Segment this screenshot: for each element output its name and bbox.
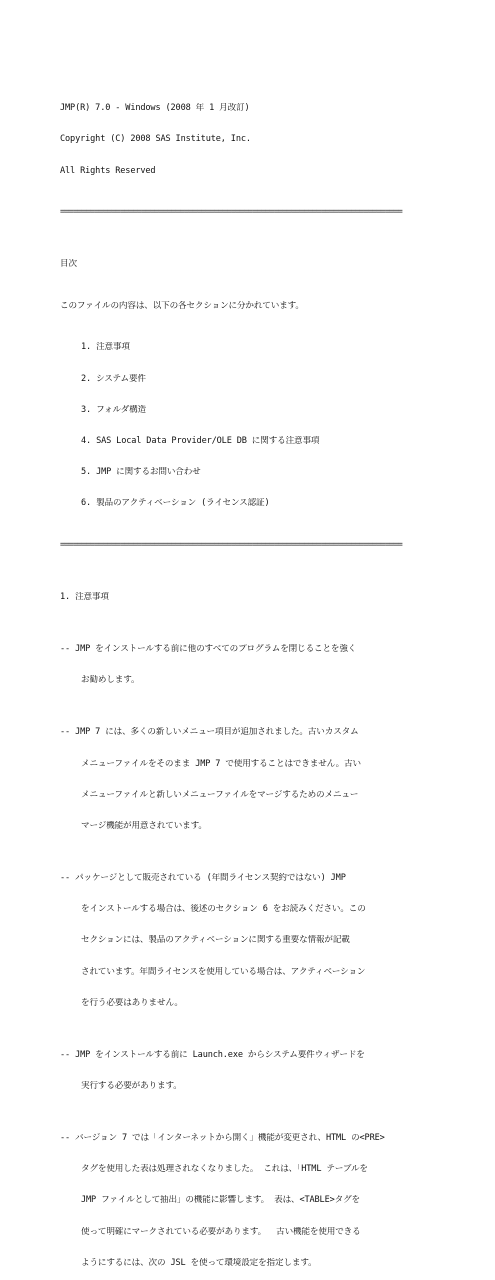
note-line: を行う必要はありません。 [81,997,183,1008]
toc-item: 1. 注意事項 [81,342,130,353]
toc-item: 3. フォルダ構造 [81,404,146,415]
note-line: されています。年間ライセンスを使用している場合は、アクティベーション [81,966,366,977]
divider-rule: ================================================================================ [60,207,402,218]
note-line: -- JMP をインストールする前に他のすべてのプログラムを閉じることを強く [60,644,357,655]
note-line: -- パッケージとして販売されている (年間ライセンス契約ではない) JMP [60,872,346,883]
note-line: タグを使用した表は処理されなくなりました。 これは、「HTML テーブルを [81,1164,368,1175]
note-line: -- JMP をインストールする前に Launch.exe からシステム要件ウィザードを [60,1049,365,1060]
note-line: お勧めします。 [81,675,140,686]
toc-item: 2. システム要件 [81,373,146,384]
note-line: ようにするには、次の JSL を使って環境設定を指定します。 [81,1257,317,1268]
note-line: メニューファイルと新しいメニューファイルをマージするためのメニュー [81,789,359,800]
note-line: -- バージョン 7 では「インターネットから開く」機能が変更され、HTML の<PRE> [60,1133,385,1144]
note-line: 実行する必要があります。 [81,1081,182,1091]
divider-rule: ================================================================================ [60,540,402,551]
toc-intro: このファイルの内容は、以下の各セクションに分かれています。 [60,300,304,311]
note-line: -- JMP 7 には、多くの新しいメニュー項目が追加されました。古いカスタム [60,727,359,738]
header-copyright-line: Copyright (C) 2008 SAS Institute, Inc. [60,134,251,145]
readme-text [60,72,440,1280]
note-line: JMP ファイルとして抽出」の機能に影響します。 表は、<TABLE>タグを [81,1195,360,1206]
note-line: メニューファイルをそのまま JMP 7 で使用することはできません。古い [81,758,361,769]
toc-item: 5. JMP に関するお問い合わせ [81,467,201,478]
section-heading: 1. 注意事項 [60,592,109,603]
note-line: セクションには、製品のアクティベーションに関する重要な情報が記載 [81,935,350,946]
note-line: をインストールする場合は、後述のセクション 6 をお読みください。この [81,904,366,915]
note-line: 使って明確にマークされている必要があります。 古い機能を使用できる [81,1226,361,1237]
toc-item: 4. SAS Local Data Provider/OLE DB に関する注意事項 [81,436,320,447]
toc-title: 目次 [60,259,77,270]
note-line: マージ機能が用意されています。 [81,820,207,831]
header-rights-line: All Rights Reserved [60,165,156,176]
header-title-line: JMP(R) 7.0 - Windows (2008 年 1 月改訂) [60,103,250,114]
toc-item: 6. 製品のアクティベーション (ライセンス認証) [81,498,270,509]
